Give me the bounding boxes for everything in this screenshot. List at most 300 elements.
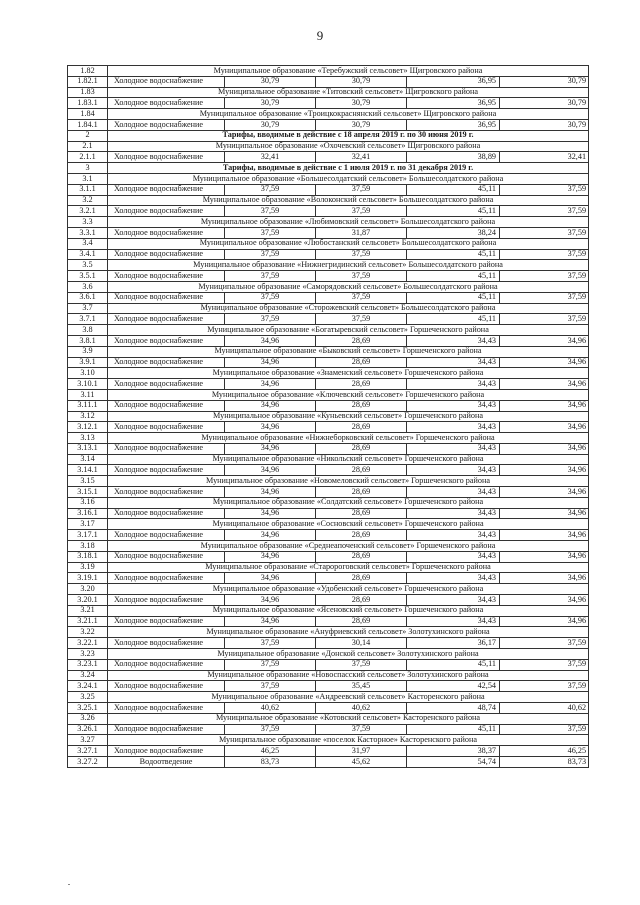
service-name: Холодное водоснабжение (108, 271, 225, 282)
tariff-value-1: 34,96 (225, 465, 316, 476)
tariff-value-3: 34,43 (407, 422, 500, 433)
row-number: 3.27.1 (68, 746, 108, 757)
tariff-value-4: 37,59 (500, 227, 589, 238)
tariff-value-4: 34,96 (500, 335, 589, 346)
row-number: 3.12.1 (68, 422, 108, 433)
tariff-value-3: 34,43 (407, 573, 500, 584)
tariff-value-3: 45,11 (407, 659, 500, 670)
tariff-value-4: 37,59 (500, 659, 589, 670)
municipality-row (68, 66, 589, 77)
tariff-value-2: 35,45 (316, 681, 407, 692)
service-name: Холодное водоснабжение (108, 746, 225, 757)
service-name: Холодное водоснабжение (108, 184, 225, 195)
municipality-row (68, 584, 589, 595)
tariff-row (68, 357, 589, 368)
tariff-value-4: 37,59 (500, 292, 589, 303)
tariff-value-3: 34,43 (407, 616, 500, 627)
tariff-value-1: 37,59 (225, 724, 316, 735)
row-number: 3.1 (68, 173, 108, 184)
service-name: Холодное водоснабжение (108, 487, 225, 498)
tariff-value-4: 37,59 (500, 206, 589, 217)
service-name: Холодное водоснабжение (108, 357, 225, 368)
municipality-row (68, 519, 589, 530)
tariff-value-3: 34,43 (407, 551, 500, 562)
tariff-value-4: 37,59 (500, 249, 589, 260)
tariff-value-1: 34,96 (225, 487, 316, 498)
tariff-row (68, 314, 589, 325)
municipality-name: Муниципальное образование «Троицкокраснянский сельсовет» Щигровского района (108, 109, 589, 120)
tariff-value-4: 34,96 (500, 357, 589, 368)
service-name: Холодное водоснабжение (108, 659, 225, 670)
tariff-value-1: 37,59 (225, 206, 316, 217)
section-heading: Тарифы, вводимые в действие с 1 июля 2019 г. по 31 декабря 2019 г. (108, 163, 589, 174)
tariff-value-1: 37,59 (225, 292, 316, 303)
tariff-value-4: 34,96 (500, 595, 589, 606)
row-number: 1.82.1 (68, 76, 108, 87)
tariff-value-1: 37,59 (225, 659, 316, 670)
service-name: Холодное водоснабжение (108, 465, 225, 476)
municipality-row (68, 692, 589, 703)
row-number: 3.5.1 (68, 271, 108, 282)
tariff-value-3: 38,37 (407, 746, 500, 757)
tariff-value-1: 37,59 (225, 638, 316, 649)
municipality-name: Муниципальное образование «Любимовский сельсовет» Большесолдатского района (108, 217, 589, 228)
row-number: 3.6.1 (68, 292, 108, 303)
municipality-name: Муниципальное образование «Титовский сельсовет» Щигровского района (108, 87, 589, 98)
tariff-value-4: 34,96 (500, 573, 589, 584)
service-name: Холодное водоснабжение (108, 681, 225, 692)
service-name: Холодное водоснабжение (108, 119, 225, 130)
municipality-row (68, 303, 589, 314)
tariff-value-4: 34,96 (500, 551, 589, 562)
municipality-row (68, 238, 589, 249)
row-number: 3.17.1 (68, 530, 108, 541)
tariff-row (68, 249, 589, 260)
tariff-value-1: 34,96 (225, 422, 316, 433)
tariff-value-1: 34,96 (225, 573, 316, 584)
tariff-value-3: 45,11 (407, 184, 500, 195)
tariff-value-1: 34,96 (225, 551, 316, 562)
tariff-value-1: 30,79 (225, 76, 316, 87)
tariff-value-3: 42,54 (407, 681, 500, 692)
tariff-value-2: 28,69 (316, 573, 407, 584)
tariff-row (68, 616, 589, 627)
tariff-value-4: 37,59 (500, 681, 589, 692)
row-number: 3.8.1 (68, 335, 108, 346)
tariff-value-1: 37,59 (225, 184, 316, 195)
tariff-value-1: 40,62 (225, 703, 316, 714)
municipality-name: Муниципальное образование «Быковский сельсовет» Горшеченского района (108, 346, 589, 357)
tariff-value-1: 34,96 (225, 616, 316, 627)
tariff-row (68, 595, 589, 606)
row-number: 3.10 (68, 368, 108, 379)
row-number: 3 (68, 163, 108, 174)
municipality-row (68, 325, 589, 336)
tariff-row (68, 119, 589, 130)
tariff-row (68, 335, 589, 346)
tariff-value-2: 37,59 (316, 292, 407, 303)
row-number: 3.24.1 (68, 681, 108, 692)
municipality-name: Муниципальное образование «Волоконский сельсовет» Большесолдатского района (108, 195, 589, 206)
tariff-value-2: 28,69 (316, 487, 407, 498)
tariff-value-1: 37,59 (225, 314, 316, 325)
tariff-value-4: 37,59 (500, 271, 589, 282)
tariff-value-4: 34,96 (500, 508, 589, 519)
tariff-value-4: 37,59 (500, 314, 589, 325)
municipality-row (68, 141, 589, 152)
tariff-value-2: 28,69 (316, 595, 407, 606)
tariff-row (68, 422, 589, 433)
tariff-value-2: 37,59 (316, 659, 407, 670)
tariff-value-2: 30,79 (316, 119, 407, 130)
municipality-row (68, 670, 589, 681)
tariff-value-4: 40,62 (500, 703, 589, 714)
tariff-value-3: 34,43 (407, 465, 500, 476)
tariff-row (68, 292, 589, 303)
tariff-value-4: 34,96 (500, 487, 589, 498)
tariff-value-4: 46,25 (500, 746, 589, 757)
tariff-value-4: 30,79 (500, 76, 589, 87)
row-number: 1.83.1 (68, 98, 108, 109)
municipality-row (68, 281, 589, 292)
tariff-value-3: 36,17 (407, 638, 500, 649)
service-name: Холодное водоснабжение (108, 551, 225, 562)
service-name: Холодное водоснабжение (108, 314, 225, 325)
municipality-row (68, 605, 589, 616)
service-name: Холодное водоснабжение (108, 703, 225, 714)
tariff-value-2: 37,59 (316, 724, 407, 735)
municipality-name: Муниципальное образование «Солдатский сельсовет» Горшеченского района (108, 497, 589, 508)
service-name: Холодное водоснабжение (108, 443, 225, 454)
row-number: 3.14.1 (68, 465, 108, 476)
municipality-row (68, 627, 589, 638)
tariff-row (68, 573, 589, 584)
municipality-name: Муниципальное образование «Охочевский сельсовет» Щигровского района (108, 141, 589, 152)
municipality-name: Муниципальное образование «Нижнегридинский сельсовет» Большесолдатского района (108, 260, 589, 271)
service-name: Холодное водоснабжение (108, 379, 225, 390)
municipality-row (68, 109, 589, 120)
row-number: 3.9.1 (68, 357, 108, 368)
service-name: Холодное водоснабжение (108, 595, 225, 606)
municipality-row (68, 497, 589, 508)
tariff-value-3: 34,43 (407, 335, 500, 346)
row-number: 3.3 (68, 217, 108, 228)
section-heading-row (68, 130, 589, 141)
municipality-name: Муниципальное образование «Андреевский сельсовет» Касторенского района (108, 692, 589, 703)
tariff-value-2: 32,41 (316, 152, 407, 163)
municipality-name: Муниципальное образование «Ануфриевский сельсовет» Золотухинского района (108, 627, 589, 638)
row-number: 3.8 (68, 325, 108, 336)
tariff-value-1: 46,25 (225, 746, 316, 757)
tariff-value-4: 37,59 (500, 638, 589, 649)
tariff-value-2: 28,69 (316, 465, 407, 476)
tariff-value-1: 34,96 (225, 379, 316, 390)
tariff-value-4: 37,59 (500, 184, 589, 195)
row-number: 3.21.1 (68, 616, 108, 627)
municipality-name: Муниципальное образование «Ясеновский сельсовет» Горшеченского района (108, 605, 589, 616)
row-number: 3.26 (68, 713, 108, 724)
service-name: Холодное водоснабжение (108, 724, 225, 735)
tariff-row (68, 746, 589, 757)
municipality-name: Муниципальное образование «Нижнеборковский сельсовет» Горшеченского района (108, 433, 589, 444)
municipality-row (68, 389, 589, 400)
row-number: 3.23.1 (68, 659, 108, 670)
tariff-value-2: 37,59 (316, 249, 407, 260)
service-name: Водоотведение (108, 757, 225, 768)
tariff-row (68, 465, 589, 476)
tariff-value-1: 37,59 (225, 227, 316, 238)
tariff-row (68, 551, 589, 562)
tariff-row (68, 152, 589, 163)
municipality-name: Муниципальное образование «Знаменский сельсовет» Горшеченского района (108, 368, 589, 379)
tariff-value-1: 34,96 (225, 530, 316, 541)
tariff-value-2: 37,59 (316, 314, 407, 325)
row-number: 2.1.1 (68, 152, 108, 163)
tariff-value-1: 37,59 (225, 271, 316, 282)
tariff-value-2: 40,62 (316, 703, 407, 714)
municipality-row (68, 649, 589, 660)
municipality-row (68, 346, 589, 357)
tariff-value-2: 28,69 (316, 443, 407, 454)
tariff-row (68, 724, 589, 735)
service-name: Холодное водоснабжение (108, 227, 225, 238)
tariff-value-3: 45,11 (407, 314, 500, 325)
tariff-value-2: 31,87 (316, 227, 407, 238)
row-number: 3.15 (68, 476, 108, 487)
tariff-value-4: 34,96 (500, 422, 589, 433)
row-number: 1.83 (68, 87, 108, 98)
municipality-name: Муниципальное образование «Теребужский сельсовет» Щигровского района (108, 66, 589, 77)
tariff-value-1: 37,59 (225, 681, 316, 692)
row-number: 3.6 (68, 281, 108, 292)
row-number: 3.26.1 (68, 724, 108, 735)
tariff-value-2: 30,14 (316, 638, 407, 649)
service-name: Холодное водоснабжение (108, 508, 225, 519)
tariff-value-4: 30,79 (500, 98, 589, 109)
row-number: 3.19 (68, 562, 108, 573)
tariff-value-3: 45,11 (407, 271, 500, 282)
tariff-value-4: 30,79 (500, 119, 589, 130)
row-number: 3.13 (68, 433, 108, 444)
tariff-value-2: 37,59 (316, 184, 407, 195)
row-number: 3.25.1 (68, 703, 108, 714)
service-name: Холодное водоснабжение (108, 638, 225, 649)
municipality-row (68, 713, 589, 724)
tariff-value-3: 34,43 (407, 379, 500, 390)
service-name: Холодное водоснабжение (108, 249, 225, 260)
row-number: 1.84.1 (68, 119, 108, 130)
service-name: Холодное водоснабжение (108, 422, 225, 433)
row-number: 3.22 (68, 627, 108, 638)
tariff-value-3: 38,24 (407, 227, 500, 238)
tariff-value-3: 38,89 (407, 152, 500, 163)
municipality-name: Муниципальное образование «Удобенский сельсовет» Горшеченского района (108, 584, 589, 595)
tariff-value-3: 36,95 (407, 98, 500, 109)
tariff-value-4: 34,96 (500, 530, 589, 541)
tariff-value-3: 45,11 (407, 724, 500, 735)
tariff-value-3: 34,43 (407, 530, 500, 541)
service-name: Холодное водоснабжение (108, 335, 225, 346)
tariff-value-4: 34,96 (500, 616, 589, 627)
municipality-name: Муниципальное образование «Котовский сельсовет» Касторенского района (108, 713, 589, 724)
tariff-row (68, 508, 589, 519)
row-number: 3.25 (68, 692, 108, 703)
tariff-value-2: 37,59 (316, 271, 407, 282)
municipality-name: Муниципальное образование «Богатыревский сельсовет» Горшеченского района (108, 325, 589, 336)
tariff-value-1: 30,79 (225, 98, 316, 109)
row-number: 3.17 (68, 519, 108, 530)
tariff-value-1: 34,96 (225, 335, 316, 346)
tariff-value-4: 34,96 (500, 465, 589, 476)
tariff-value-1: 32,41 (225, 152, 316, 163)
service-name: Холодное водоснабжение (108, 292, 225, 303)
row-number: 1.82 (68, 66, 108, 77)
tariff-value-3: 54,74 (407, 757, 500, 768)
row-number: 3.4 (68, 238, 108, 249)
service-name: Холодное водоснабжение (108, 98, 225, 109)
tariff-value-2: 28,69 (316, 400, 407, 411)
row-number: 3.11 (68, 389, 108, 400)
tariff-value-1: 34,96 (225, 400, 316, 411)
tariff-value-2: 31,97 (316, 746, 407, 757)
municipality-name: Муниципальное образование «Старороговский сельсовет» Горшеченского района (108, 562, 589, 573)
row-number: 3.16 (68, 497, 108, 508)
municipality-name: Муниципальное образование «Сторожевский сельсовет» Большесолдатского района (108, 303, 589, 314)
tariff-value-2: 28,69 (316, 335, 407, 346)
service-name: Холодное водоснабжение (108, 76, 225, 87)
row-number: 3.14 (68, 454, 108, 465)
row-number: 2 (68, 130, 108, 141)
row-number: 3.5 (68, 260, 108, 271)
municipality-name: Муниципальное образование «Никольский сельсовет» Горшеченского района (108, 454, 589, 465)
service-name: Холодное водоснабжение (108, 400, 225, 411)
tariff-value-1: 34,96 (225, 508, 316, 519)
row-number: 3.9 (68, 346, 108, 357)
row-number: 3.23 (68, 649, 108, 660)
row-number: 3.13.1 (68, 443, 108, 454)
tariff-row (68, 681, 589, 692)
tariff-value-2: 45,62 (316, 757, 407, 768)
row-number: 3.20.1 (68, 595, 108, 606)
tariff-row (68, 271, 589, 282)
tariff-value-3: 45,11 (407, 292, 500, 303)
row-number: 3.24 (68, 670, 108, 681)
row-number: 3.16.1 (68, 508, 108, 519)
page-number: 9 (316, 28, 324, 43)
municipality-name: Муниципальное образование «Новоспасский сельсовет» Золотухинского района (108, 670, 589, 681)
row-number: 3.2 (68, 195, 108, 206)
tariff-value-3: 48,74 (407, 703, 500, 714)
tariff-value-4: 34,96 (500, 400, 589, 411)
tariff-row (68, 76, 589, 87)
tariff-value-2: 30,79 (316, 98, 407, 109)
tariff-value-1: 34,96 (225, 443, 316, 454)
tariff-row (68, 400, 589, 411)
row-number: 3.27 (68, 735, 108, 746)
tariff-value-4: 32,41 (500, 152, 589, 163)
footer-mark (68, 884, 70, 885)
municipality-name: Муниципальное образование «Среднеапоченский сельсовет» Горшеченского района (108, 541, 589, 552)
municipality-name: Муниципальное образование «Большесолдатский сельсовет» Большесолдатского района (108, 173, 589, 184)
tariff-value-4: 37,59 (500, 724, 589, 735)
tariff-row (68, 98, 589, 109)
tariff-value-1: 34,96 (225, 357, 316, 368)
tariff-value-2: 30,79 (316, 76, 407, 87)
municipality-row (68, 195, 589, 206)
tariff-value-3: 45,11 (407, 206, 500, 217)
tariff-row (68, 379, 589, 390)
tariff-table (67, 65, 589, 768)
municipality-row (68, 217, 589, 228)
tariff-row (68, 638, 589, 649)
row-number: 3.10.1 (68, 379, 108, 390)
municipality-row (68, 87, 589, 98)
tariff-value-2: 28,69 (316, 379, 407, 390)
row-number: 3.4.1 (68, 249, 108, 260)
municipality-row (68, 541, 589, 552)
tariff-value-3: 34,43 (407, 400, 500, 411)
row-number: 3.18 (68, 541, 108, 552)
tariff-value-2: 37,59 (316, 206, 407, 217)
row-number: 3.12 (68, 411, 108, 422)
municipality-name: Муниципальное образование «Донской сельсовет» Золотухинского района (108, 649, 589, 660)
service-name: Холодное водоснабжение (108, 530, 225, 541)
tariff-value-3: 34,43 (407, 357, 500, 368)
tariff-value-3: 34,43 (407, 443, 500, 454)
municipality-row (68, 476, 589, 487)
tariff-value-2: 28,69 (316, 508, 407, 519)
tariff-value-3: 34,43 (407, 508, 500, 519)
service-name: Холодное водоснабжение (108, 152, 225, 163)
tariff-value-2: 28,69 (316, 422, 407, 433)
row-number: 3.22.1 (68, 638, 108, 649)
municipality-name: Муниципальное образование «Ключевский сельсовет» Горшеченского района (108, 389, 589, 400)
tariff-value-4: 83,73 (500, 757, 589, 768)
municipality-row (68, 562, 589, 573)
municipality-row (68, 368, 589, 379)
tariff-value-1: 30,79 (225, 119, 316, 130)
tariff-table-body (68, 66, 589, 768)
municipality-row (68, 433, 589, 444)
municipality-name: Муниципальное образование «поселок Касторное» Касторенского района (108, 735, 589, 746)
tariff-value-1: 83,73 (225, 757, 316, 768)
tariff-value-2: 28,69 (316, 616, 407, 627)
row-number: 3.15.1 (68, 487, 108, 498)
municipality-row (68, 454, 589, 465)
municipality-name: Муниципальное образование «Сосновский сельсовет» Горшеченского района (108, 519, 589, 530)
section-heading: Тарифы, вводимые в действие с 18 апреля 2019 г. по 30 июня 2019 г. (108, 130, 589, 141)
municipality-row (68, 735, 589, 746)
service-name: Холодное водоснабжение (108, 206, 225, 217)
municipality-row (68, 411, 589, 422)
tariff-value-4: 34,96 (500, 443, 589, 454)
tariff-row (68, 757, 589, 768)
tariff-value-3: 45,11 (407, 249, 500, 260)
tariff-row (68, 703, 589, 714)
tariff-row (68, 659, 589, 670)
tariff-value-1: 34,96 (225, 595, 316, 606)
municipality-row (68, 173, 589, 184)
tariff-row (68, 487, 589, 498)
row-number: 3.27.2 (68, 757, 108, 768)
row-number: 1.84 (68, 109, 108, 120)
tariff-row (68, 530, 589, 541)
tariff-value-3: 34,43 (407, 487, 500, 498)
row-number: 2.1 (68, 141, 108, 152)
row-number: 3.7.1 (68, 314, 108, 325)
tariff-value-2: 28,69 (316, 530, 407, 541)
tariff-row (68, 206, 589, 217)
